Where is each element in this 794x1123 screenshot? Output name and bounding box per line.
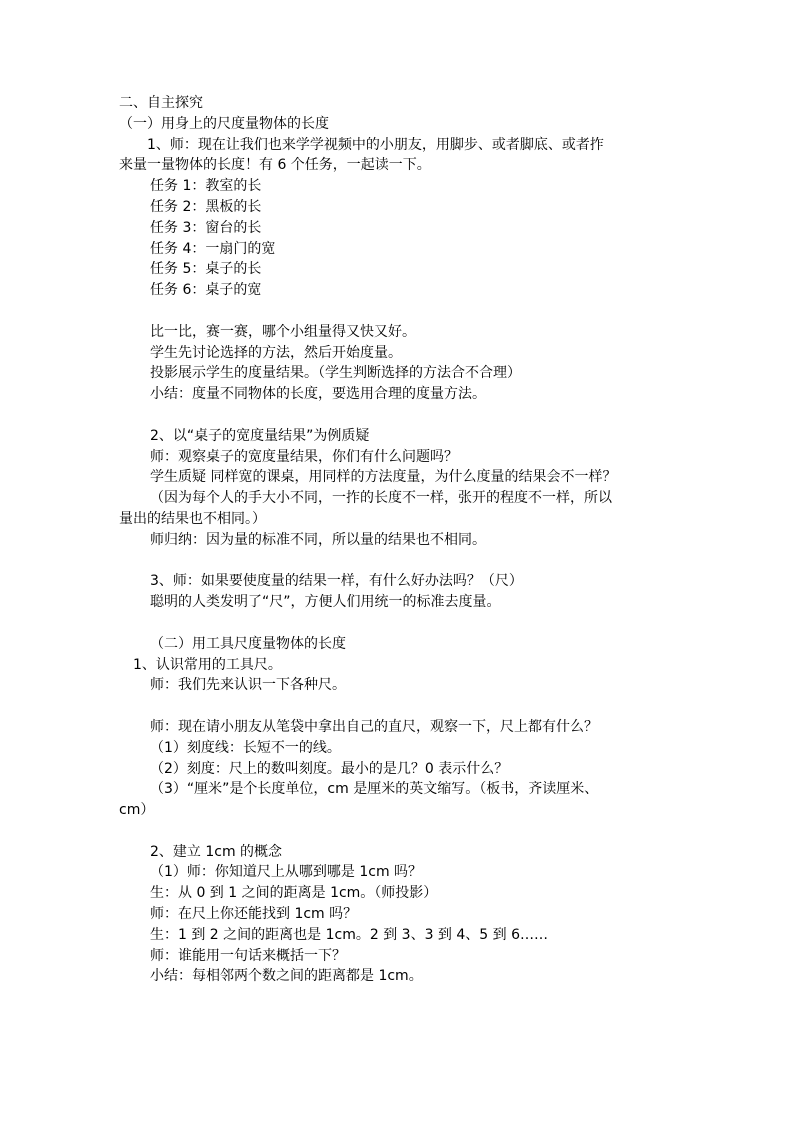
text-line: 任务 4：一扇门的宽 xyxy=(150,240,276,257)
text-line: （2）刻度：尺上的数叫刻度。最小的是几？0 表示什么？ xyxy=(150,760,509,777)
text-line: 2、建立 1cm 的概念 xyxy=(150,843,283,860)
text-line: （1）师：你知道尺上从哪到哪是 1cm 吗？ xyxy=(150,864,423,881)
text-line: 3、师：如果要使度量的结果一样，有什么好办法吗？（尺） xyxy=(150,573,523,590)
text-line: cm） xyxy=(119,802,155,819)
text-line: 师：观察桌子的宽度量结果，你们有什么问题吗？ xyxy=(150,448,458,465)
text-line: 学生先讨论选择的方法，然后开始度量。 xyxy=(150,344,402,361)
blank-line xyxy=(119,821,679,842)
text-line: 任务 5：桌子的长 xyxy=(150,261,262,278)
text-line: 任务 2：黑板的长 xyxy=(150,198,262,215)
text-line: 1、师：现在让我们也来学学视频中的小朋友，用脚步、或者脚底、或者拃 xyxy=(147,136,604,153)
text-line: （因为每个人的手大小不同，一拃的长度不一样，张开的程度不一样，所以 xyxy=(150,490,612,507)
text-line: 量出的结果也不相同。） xyxy=(119,510,266,527)
text-line: 生：从 0 到 1 之间的距离是 1cm。（师投影） xyxy=(150,885,438,902)
text-line: 任务 1：教室的长 xyxy=(150,178,262,195)
blank-line xyxy=(119,405,679,426)
text-line: 师：谁能用一句话来概括一下？ xyxy=(150,947,346,964)
text-line: 小结：每相邻两个数之间的距离都是 1cm。 xyxy=(150,968,423,985)
text-line: （3）“厘米”是个长度单位，cm 是厘米的英文缩写。（板书，齐读厘米、 xyxy=(150,781,599,798)
blank-line xyxy=(119,613,679,634)
text-line: 比一比，赛一赛，哪个小组量得又快又好。 xyxy=(150,323,416,340)
text-line: （二）用工具尺度量物体的长度 xyxy=(150,635,346,652)
section-heading: 二、自主探究 xyxy=(119,95,203,111)
blank-line xyxy=(119,301,679,322)
text-line: 师归纳：因为量的标准不同，所以量的结果也不相同。 xyxy=(150,531,486,548)
text-line: （一）用身上的尺度量物体的长度 xyxy=(119,115,329,132)
text-line: 投影展示学生的度量结果。（学生判断选择的方法合不合理） xyxy=(150,365,521,382)
blank-line xyxy=(119,551,679,572)
text-line: 任务 3：窗台的长 xyxy=(150,219,262,236)
text-line: 师：在尺上你还能找到 1cm 吗？ xyxy=(150,906,358,923)
text-line: 聪明的人类发明了“尺”，方便人们用统一的标准去度量。 xyxy=(150,594,501,611)
text-line: 任务 6：桌子的宽 xyxy=(150,282,262,299)
text-line: 学生质疑 同样宽的课桌，用同样的方法度量，为什么度量的结果会不一样？ xyxy=(150,469,617,486)
text-line: 生：1 到 2 之间的距离也是 1cm。2 到 3、3 到 4、5 到 6…… xyxy=(150,926,549,943)
text-line: 1、认识常用的工具尺。 xyxy=(133,656,282,673)
document-body xyxy=(119,93,679,987)
text-line: 师：我们先来认识一下各种尺。 xyxy=(150,677,346,694)
text-line: 小结：度量不同物体的长度，要选用合理的度量方法。 xyxy=(150,386,486,403)
text-line: （1）刻度线：长短不一的线。 xyxy=(150,739,341,756)
text-line: 2、以“桌子的宽度量结果”为例质疑 xyxy=(150,427,370,444)
text-line: 来量一量物体的长度！有 6 个任务，一起读一下。 xyxy=(119,157,431,174)
blank-line xyxy=(119,696,679,717)
text-line: 师：现在请小朋友从笔袋中拿出自己的直尺，观察一下，尺上都有什么？ xyxy=(150,718,598,735)
